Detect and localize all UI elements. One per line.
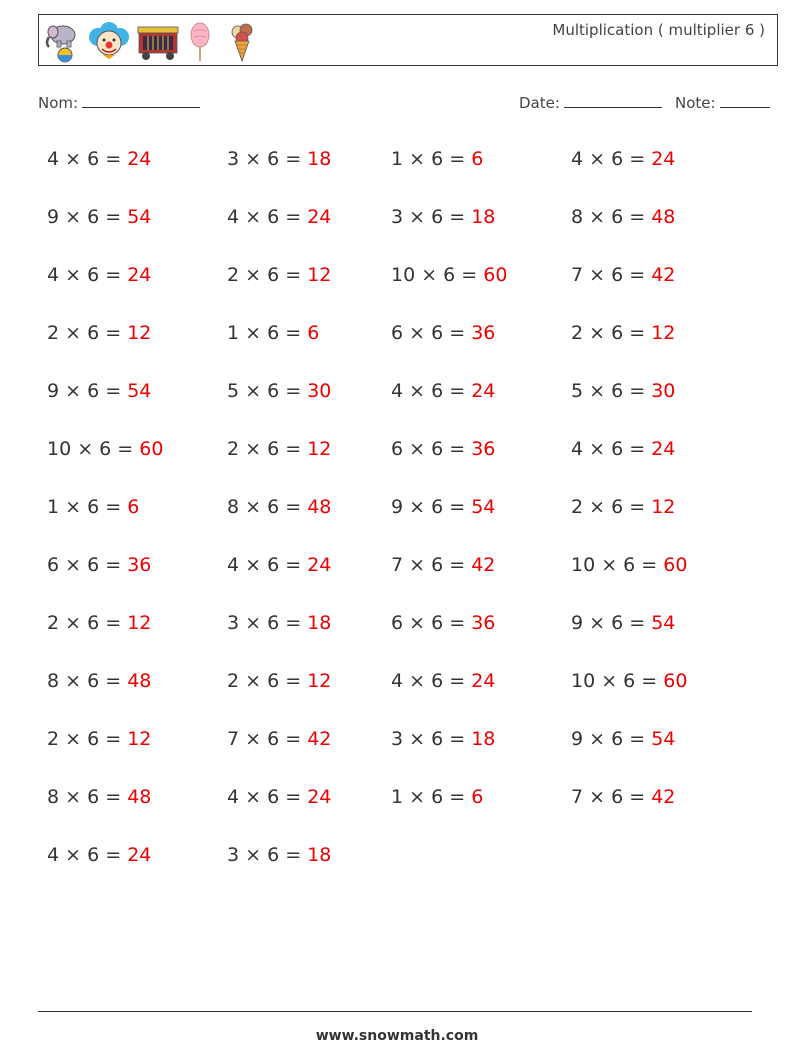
problem-item (47, 786, 151, 808)
footer-url: www.snowmath.com (315, 1028, 479, 1044)
problem-answer: 36 (471, 322, 496, 344)
problem-answer: 48 (127, 670, 152, 692)
problem-answer: 54 (651, 612, 676, 634)
problem-answer: 30 (651, 380, 676, 402)
problem-question: 3 × 6 = (227, 612, 308, 634)
problem-question: 7 × 6 = (571, 786, 652, 808)
problem-question: 1 × 6 = (47, 496, 128, 518)
problem-question: 6 × 6 = (391, 612, 472, 634)
problem-item (47, 670, 151, 692)
footer-divider (38, 1011, 752, 1012)
problem-answer: 12 (127, 728, 152, 750)
problem-question: 5 × 6 = (227, 380, 308, 402)
problem-item (227, 496, 331, 518)
problem-item (391, 206, 495, 228)
problem-item (47, 148, 151, 170)
clown-face-icon (87, 19, 131, 63)
problem-question: 3 × 6 = (391, 728, 472, 750)
problem-item (571, 264, 675, 286)
problem-item (391, 322, 495, 344)
problem-question: 1 × 6 = (391, 786, 472, 808)
problem-question: 2 × 6 = (47, 728, 128, 750)
elephant-on-ball-icon (43, 19, 83, 63)
problem-answer: 24 (127, 148, 152, 170)
problem-question: 10 × 6 = (391, 264, 484, 286)
problem-answer: 12 (127, 612, 152, 634)
problem-answer: 24 (127, 844, 152, 866)
problem-answer: 18 (307, 612, 332, 634)
problem-answer: 42 (307, 728, 332, 750)
problem-answer: 12 (307, 670, 332, 692)
name-field[interactable] (38, 94, 200, 112)
problem-item (227, 786, 331, 808)
problem-item (47, 206, 151, 228)
problem-question: 10 × 6 = (571, 554, 664, 576)
problem-answer: 24 (471, 380, 496, 402)
problem-question: 1 × 6 = (391, 148, 472, 170)
problem-question: 4 × 6 = (391, 380, 472, 402)
problem-item (571, 612, 675, 634)
problem-question: 4 × 6 = (227, 206, 308, 228)
problem-item (391, 438, 495, 460)
problem-item (227, 670, 331, 692)
problem-question: 2 × 6 = (47, 612, 128, 634)
problem-question: 4 × 6 = (571, 148, 652, 170)
problem-item (227, 438, 331, 460)
problem-item (391, 380, 495, 402)
problem-item (391, 496, 495, 518)
problem-item (571, 380, 675, 402)
problem-answer: 42 (651, 786, 676, 808)
problem-answer: 6 (471, 786, 484, 808)
problem-answer: 60 (483, 264, 508, 286)
problem-item (391, 554, 495, 576)
circus-wagon-icon (135, 19, 181, 63)
problem-question: 7 × 6 = (391, 554, 472, 576)
problem-question: 3 × 6 = (391, 206, 472, 228)
problem-answer: 12 (651, 496, 676, 518)
problem-answer: 60 (139, 438, 164, 460)
problem-question: 8 × 6 = (47, 670, 128, 692)
problem-question: 4 × 6 = (391, 670, 472, 692)
problem-question: 5 × 6 = (571, 380, 652, 402)
problem-answer: 6 (307, 322, 320, 344)
problem-question: 9 × 6 = (571, 728, 652, 750)
problem-answer: 54 (651, 728, 676, 750)
date-blank (564, 106, 662, 108)
problem-item (47, 380, 151, 402)
problem-item (227, 554, 331, 576)
ice-cream-cone-icon (227, 19, 257, 63)
date-field[interactable] (519, 94, 662, 112)
problem-answer: 24 (127, 264, 152, 286)
problem-question: 8 × 6 = (47, 786, 128, 808)
problem-answer: 36 (471, 438, 496, 460)
problem-item (47, 438, 163, 460)
name-blank (82, 106, 200, 108)
note-blank (720, 106, 770, 108)
problem-item (47, 612, 151, 634)
problem-answer: 6 (127, 496, 140, 518)
problem-item (391, 728, 495, 750)
problem-item (227, 148, 331, 170)
worksheet-title: Multiplication ( multiplier 6 ) (552, 21, 765, 39)
problem-question: 4 × 6 = (47, 844, 128, 866)
problem-item (391, 264, 507, 286)
problem-answer: 12 (651, 322, 676, 344)
problem-question: 2 × 6 = (571, 496, 652, 518)
problem-question: 6 × 6 = (391, 438, 472, 460)
problem-answer: 18 (307, 148, 332, 170)
problem-question: 7 × 6 = (571, 264, 652, 286)
problem-answer: 24 (651, 148, 676, 170)
problem-item (47, 844, 151, 866)
problem-answer: 54 (127, 206, 152, 228)
problem-question: 7 × 6 = (227, 728, 308, 750)
problem-item (227, 612, 331, 634)
problem-question: 4 × 6 = (227, 786, 308, 808)
problem-answer: 24 (471, 670, 496, 692)
problem-item (571, 322, 675, 344)
problem-question: 1 × 6 = (227, 322, 308, 344)
problem-item (571, 148, 675, 170)
problem-answer: 54 (471, 496, 496, 518)
problem-item (227, 322, 319, 344)
problem-answer: 30 (307, 380, 332, 402)
problem-item (391, 670, 495, 692)
problem-answer: 24 (651, 438, 676, 460)
problem-item (571, 670, 687, 692)
problem-answer: 48 (307, 496, 332, 518)
problem-answer: 36 (127, 554, 152, 576)
problem-item (227, 728, 331, 750)
problem-question: 6 × 6 = (47, 554, 128, 576)
problem-answer: 12 (307, 264, 332, 286)
problem-answer: 6 (471, 148, 484, 170)
problem-item (47, 496, 139, 518)
problem-answer: 18 (471, 206, 496, 228)
problem-question: 2 × 6 = (227, 264, 308, 286)
problem-answer: 48 (127, 786, 152, 808)
problem-item (571, 786, 675, 808)
problem-item (227, 264, 331, 286)
problem-item (571, 554, 687, 576)
problem-question: 4 × 6 = (571, 438, 652, 460)
problem-answer: 12 (307, 438, 332, 460)
worksheet-header (38, 14, 778, 66)
problem-question: 10 × 6 = (571, 670, 664, 692)
problem-answer: 42 (471, 554, 496, 576)
problem-item (47, 322, 151, 344)
problem-answer: 42 (651, 264, 676, 286)
problem-question: 6 × 6 = (391, 322, 472, 344)
problem-answer: 54 (127, 380, 152, 402)
problem-answer: 18 (471, 728, 496, 750)
problem-answer: 60 (663, 670, 688, 692)
problem-question: 3 × 6 = (227, 148, 308, 170)
problem-item (391, 612, 495, 634)
problem-answer: 18 (307, 844, 332, 866)
problem-question: 2 × 6 = (227, 670, 308, 692)
problem-item (391, 786, 483, 808)
problem-answer: 36 (471, 612, 496, 634)
problem-question: 9 × 6 = (571, 612, 652, 634)
problem-question: 8 × 6 = (227, 496, 308, 518)
problem-answer: 24 (307, 206, 332, 228)
problem-question: 9 × 6 = (391, 496, 472, 518)
problem-item (227, 844, 331, 866)
problem-question: 3 × 6 = (227, 844, 308, 866)
problem-item (47, 554, 151, 576)
problem-question: 2 × 6 = (227, 438, 308, 460)
name-label: Nom: (38, 94, 79, 112)
problem-item (227, 206, 331, 228)
problem-item (47, 728, 151, 750)
problem-question: 4 × 6 = (227, 554, 308, 576)
problem-item (227, 380, 331, 402)
problem-item (47, 264, 151, 286)
problem-item (571, 496, 675, 518)
problem-question: 2 × 6 = (571, 322, 652, 344)
problem-question: 4 × 6 = (47, 148, 128, 170)
problem-question: 2 × 6 = (47, 322, 128, 344)
problem-item (571, 438, 675, 460)
problem-item (391, 148, 483, 170)
note-label: Note: (675, 94, 716, 112)
problem-question: 9 × 6 = (47, 380, 128, 402)
problem-question: 10 × 6 = (47, 438, 140, 460)
problem-answer: 24 (307, 786, 332, 808)
date-label: Date: (519, 94, 560, 112)
problem-question: 9 × 6 = (47, 206, 128, 228)
problem-question: 4 × 6 = (47, 264, 128, 286)
problem-item (571, 728, 675, 750)
problem-answer: 48 (651, 206, 676, 228)
cotton-candy-icon (185, 19, 215, 63)
problem-question: 8 × 6 = (571, 206, 652, 228)
note-field[interactable] (675, 94, 770, 112)
problem-answer: 12 (127, 322, 152, 344)
problem-answer: 60 (663, 554, 688, 576)
problem-answer: 24 (307, 554, 332, 576)
problem-item (571, 206, 675, 228)
